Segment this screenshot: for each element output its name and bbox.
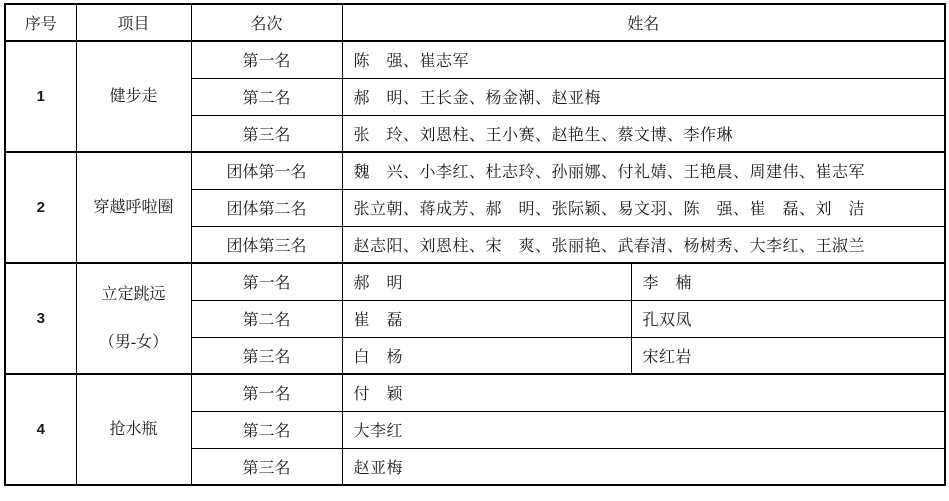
section-3-no: 3 [5, 263, 76, 374]
table-row [5, 41, 945, 78]
names-cell-female: 李 楠 [631, 263, 945, 300]
section-3-event [76, 263, 191, 374]
rank-cell: 第三名 [191, 337, 342, 374]
event-name-line2: （男-女） [98, 333, 169, 351]
table-row [5, 263, 945, 300]
section-2-no: 2 [5, 152, 76, 263]
rank-cell: 第三名 [191, 115, 342, 152]
names-cell-female: 宋红岩 [631, 337, 945, 374]
names-cell: 赵亚梅 [342, 448, 945, 485]
event-name: 穿越呼啦圈 [93, 198, 174, 216]
event-name-line1: 立定跳远 [101, 285, 166, 303]
names-cell-male: 郝 明 [342, 263, 631, 300]
rank-cell: 第一名 [191, 263, 342, 300]
names-cell: 张 玲、刘恩柱、王小赛、赵艳生、蔡文博、李作琳 [342, 115, 945, 152]
section-2-event [76, 152, 191, 263]
section-1-no: 1 [5, 41, 76, 152]
column-header-rank: 名次 [191, 4, 342, 41]
names-cell: 魏 兴、小李红、杜志玲、孙丽娜、付礼婧、王艳晨、周建伟、崔志军 [342, 152, 945, 189]
event-name: 健步走 [109, 87, 158, 105]
names-cell-male: 白 杨 [342, 337, 631, 374]
rank-cell: 团体第一名 [191, 152, 342, 189]
section-1-event [76, 41, 191, 152]
rank-cell: 第二名 [191, 78, 342, 115]
names-cell: 付 颖 [342, 374, 945, 411]
rank-cell: 第一名 [191, 41, 342, 78]
rank-cell: 第二名 [191, 411, 342, 448]
names-cell-female: 孔双凤 [631, 300, 945, 337]
table-header-row [5, 4, 945, 41]
names-cell: 赵志阳、刘恩柱、宋 爽、张丽艳、武春清、杨树秀、大李红、王淑兰 [342, 226, 945, 263]
column-header-no: 序号 [5, 4, 76, 41]
event-name: 抢水瓶 [109, 420, 158, 438]
rank-cell: 第二名 [191, 300, 342, 337]
section-4-no: 4 [5, 374, 76, 485]
rank-cell: 第三名 [191, 448, 342, 485]
column-header-names: 姓名 [342, 4, 945, 41]
rank-cell: 第一名 [191, 374, 342, 411]
table-row [5, 152, 945, 189]
rank-cell: 团体第二名 [191, 189, 342, 226]
names-cell-male: 崔 磊 [342, 300, 631, 337]
rank-cell: 团体第三名 [191, 226, 342, 263]
names-cell: 大李红 [342, 411, 945, 448]
names-cell: 陈 强、崔志军 [342, 41, 945, 78]
table-row [5, 374, 945, 411]
names-cell: 郝 明、王长金、杨金潮、赵亚梅 [342, 78, 945, 115]
section-4-event [76, 374, 191, 485]
results-table [4, 3, 946, 486]
names-cell: 张立朝、蒋成芳、郝 明、张际颖、易文羽、陈 强、崔 磊、刘 洁 [342, 189, 945, 226]
column-header-event: 项目 [76, 4, 191, 41]
